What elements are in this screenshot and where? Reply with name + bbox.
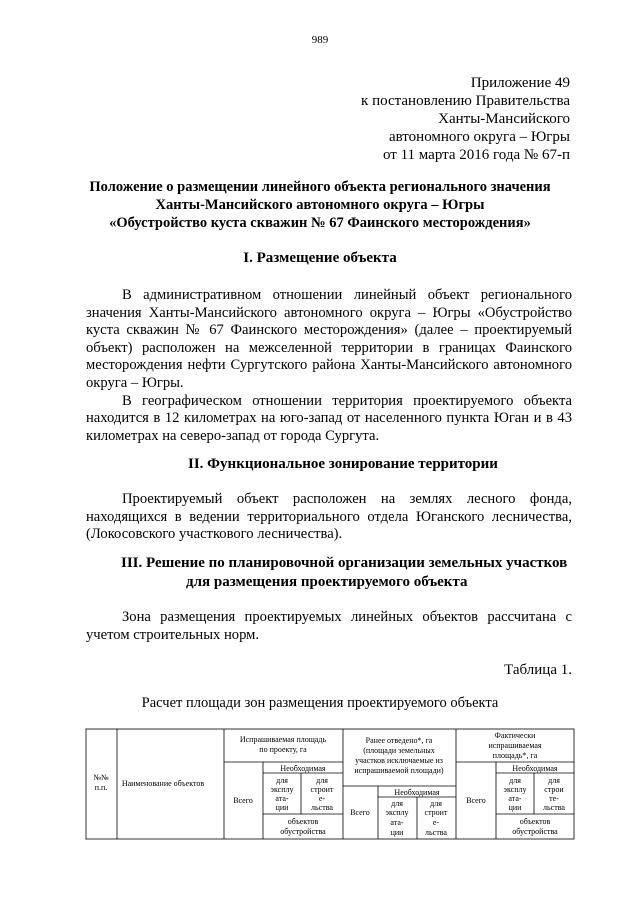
appendix-line: автономного округа – Югры	[388, 129, 570, 145]
header-necessary: Необходимая	[394, 788, 440, 797]
header-actual: испрашиваемая	[488, 741, 542, 750]
table-header-texts	[93, 731, 565, 837]
header-operation: ции	[390, 828, 404, 837]
header-construction: строи	[544, 785, 564, 794]
header-construction: для	[548, 776, 560, 785]
header-construction: льства	[311, 803, 333, 812]
appendix-line: Приложение 49	[470, 75, 570, 91]
table-number: Таблица 1.	[504, 662, 572, 678]
header-allotted: (площади земельных	[363, 746, 435, 755]
header-construction: строит	[424, 808, 448, 817]
header-objects: обустройства	[280, 827, 326, 836]
header-necessary: Необходимая	[280, 764, 326, 773]
section-heading-placement: I. Размещение объекта	[243, 250, 397, 266]
page-number: 989	[311, 34, 329, 46]
header-construction: для	[430, 799, 442, 808]
header-actual: площадь*, га	[492, 751, 538, 760]
header-construction: е-	[318, 794, 326, 803]
header-actual: Фактически	[494, 731, 536, 740]
header-objects: объектов	[287, 817, 319, 826]
header-num: №№	[93, 773, 109, 782]
paragraph: В административном отношении линейный объект регионального значения Ханты-Мансийского автономного округа – Югры «Обустройство куста скважин № 67 Фаинского месторождения» (далее – проектируемый объект) расположен на межселенной территории в границах Фаинского месторождения нефти Сургутского района Ханты-Мансийского автономного округа – Югры.	[86, 287, 572, 391]
section-heading-zoning: II. Функциональное зонирование территории	[188, 456, 498, 472]
header-operation: ата-	[275, 794, 289, 803]
header-objects: обустройства	[512, 827, 558, 836]
paragraph: В географическом отношении территория проектируемого объекта находится в 12 километрах на юго-запад от населенного пункта Юган и в 43 километрах на северо-запад от города Сургута.	[86, 392, 572, 444]
header-allotted: Ранее отведено*, га	[365, 736, 433, 745]
header-allotted: испрашиваемой площади)	[354, 766, 444, 775]
header-total: Всего	[233, 796, 253, 805]
paragraph: Зона размещения проектируемых линейных объектов рассчитана с учетом строительных норм.	[86, 609, 572, 643]
header-operation: ции	[275, 803, 289, 812]
header-name: Наименование объектов	[121, 779, 205, 788]
header-operation: для	[391, 799, 403, 808]
paragraph: Проектируемый объект расположен на землях лесного фонда, находящихся в ведении территориального отдела Юганского лесничества, (Локосовского участкового лесничества).	[86, 491, 572, 543]
header-construction: те-	[549, 794, 559, 803]
header-objects: объектов	[519, 817, 551, 826]
header-construction: льства	[425, 828, 447, 837]
header-operation: для	[276, 776, 288, 785]
title-line: «Обустройство куста скважин № 67 Фаинского месторождения»	[109, 215, 531, 231]
header-operation: эксплу	[503, 785, 527, 794]
header-construction: для	[316, 776, 328, 785]
header-construction: строит	[310, 785, 334, 794]
title-line: Положение о размещении линейного объекта регионального значения	[89, 179, 551, 195]
appendix-line: к постановлению Правительства	[361, 93, 570, 109]
header-construction: е-	[432, 818, 440, 827]
section-heading-planning: III. Решение по планировочной организации земельных участков	[121, 555, 568, 571]
header-operation: ата-	[508, 794, 522, 803]
header-num: п.п.	[94, 783, 108, 792]
header-operation: для	[509, 776, 521, 785]
header-operation: ата-	[390, 818, 404, 827]
header-total: Всего	[350, 808, 370, 817]
header-necessary: Необходимая	[512, 764, 558, 773]
header-operation: эксплу	[385, 808, 409, 817]
header-operation: ции	[508, 803, 522, 812]
header-requested: Испрашиваемая площадь	[239, 735, 327, 744]
appendix-line: Ханты-Мансийского	[438, 111, 570, 127]
header-allotted: участков исключаемые из	[355, 756, 443, 765]
section-heading-planning-cont: для размещения проектируемого объекта	[186, 574, 468, 590]
title-line: Ханты-Мансийского автономного округа – Югры	[155, 197, 485, 213]
table-title: Расчет площади зон размещения проектируемого объекта	[141, 695, 499, 711]
appendix-line: от 11 марта 2016 года № 67-п	[382, 147, 570, 163]
header-requested: по проекту, га	[259, 745, 307, 754]
header-construction: льства	[543, 803, 565, 812]
header-operation: эксплу	[270, 785, 294, 794]
header-total: Всего	[466, 796, 486, 805]
